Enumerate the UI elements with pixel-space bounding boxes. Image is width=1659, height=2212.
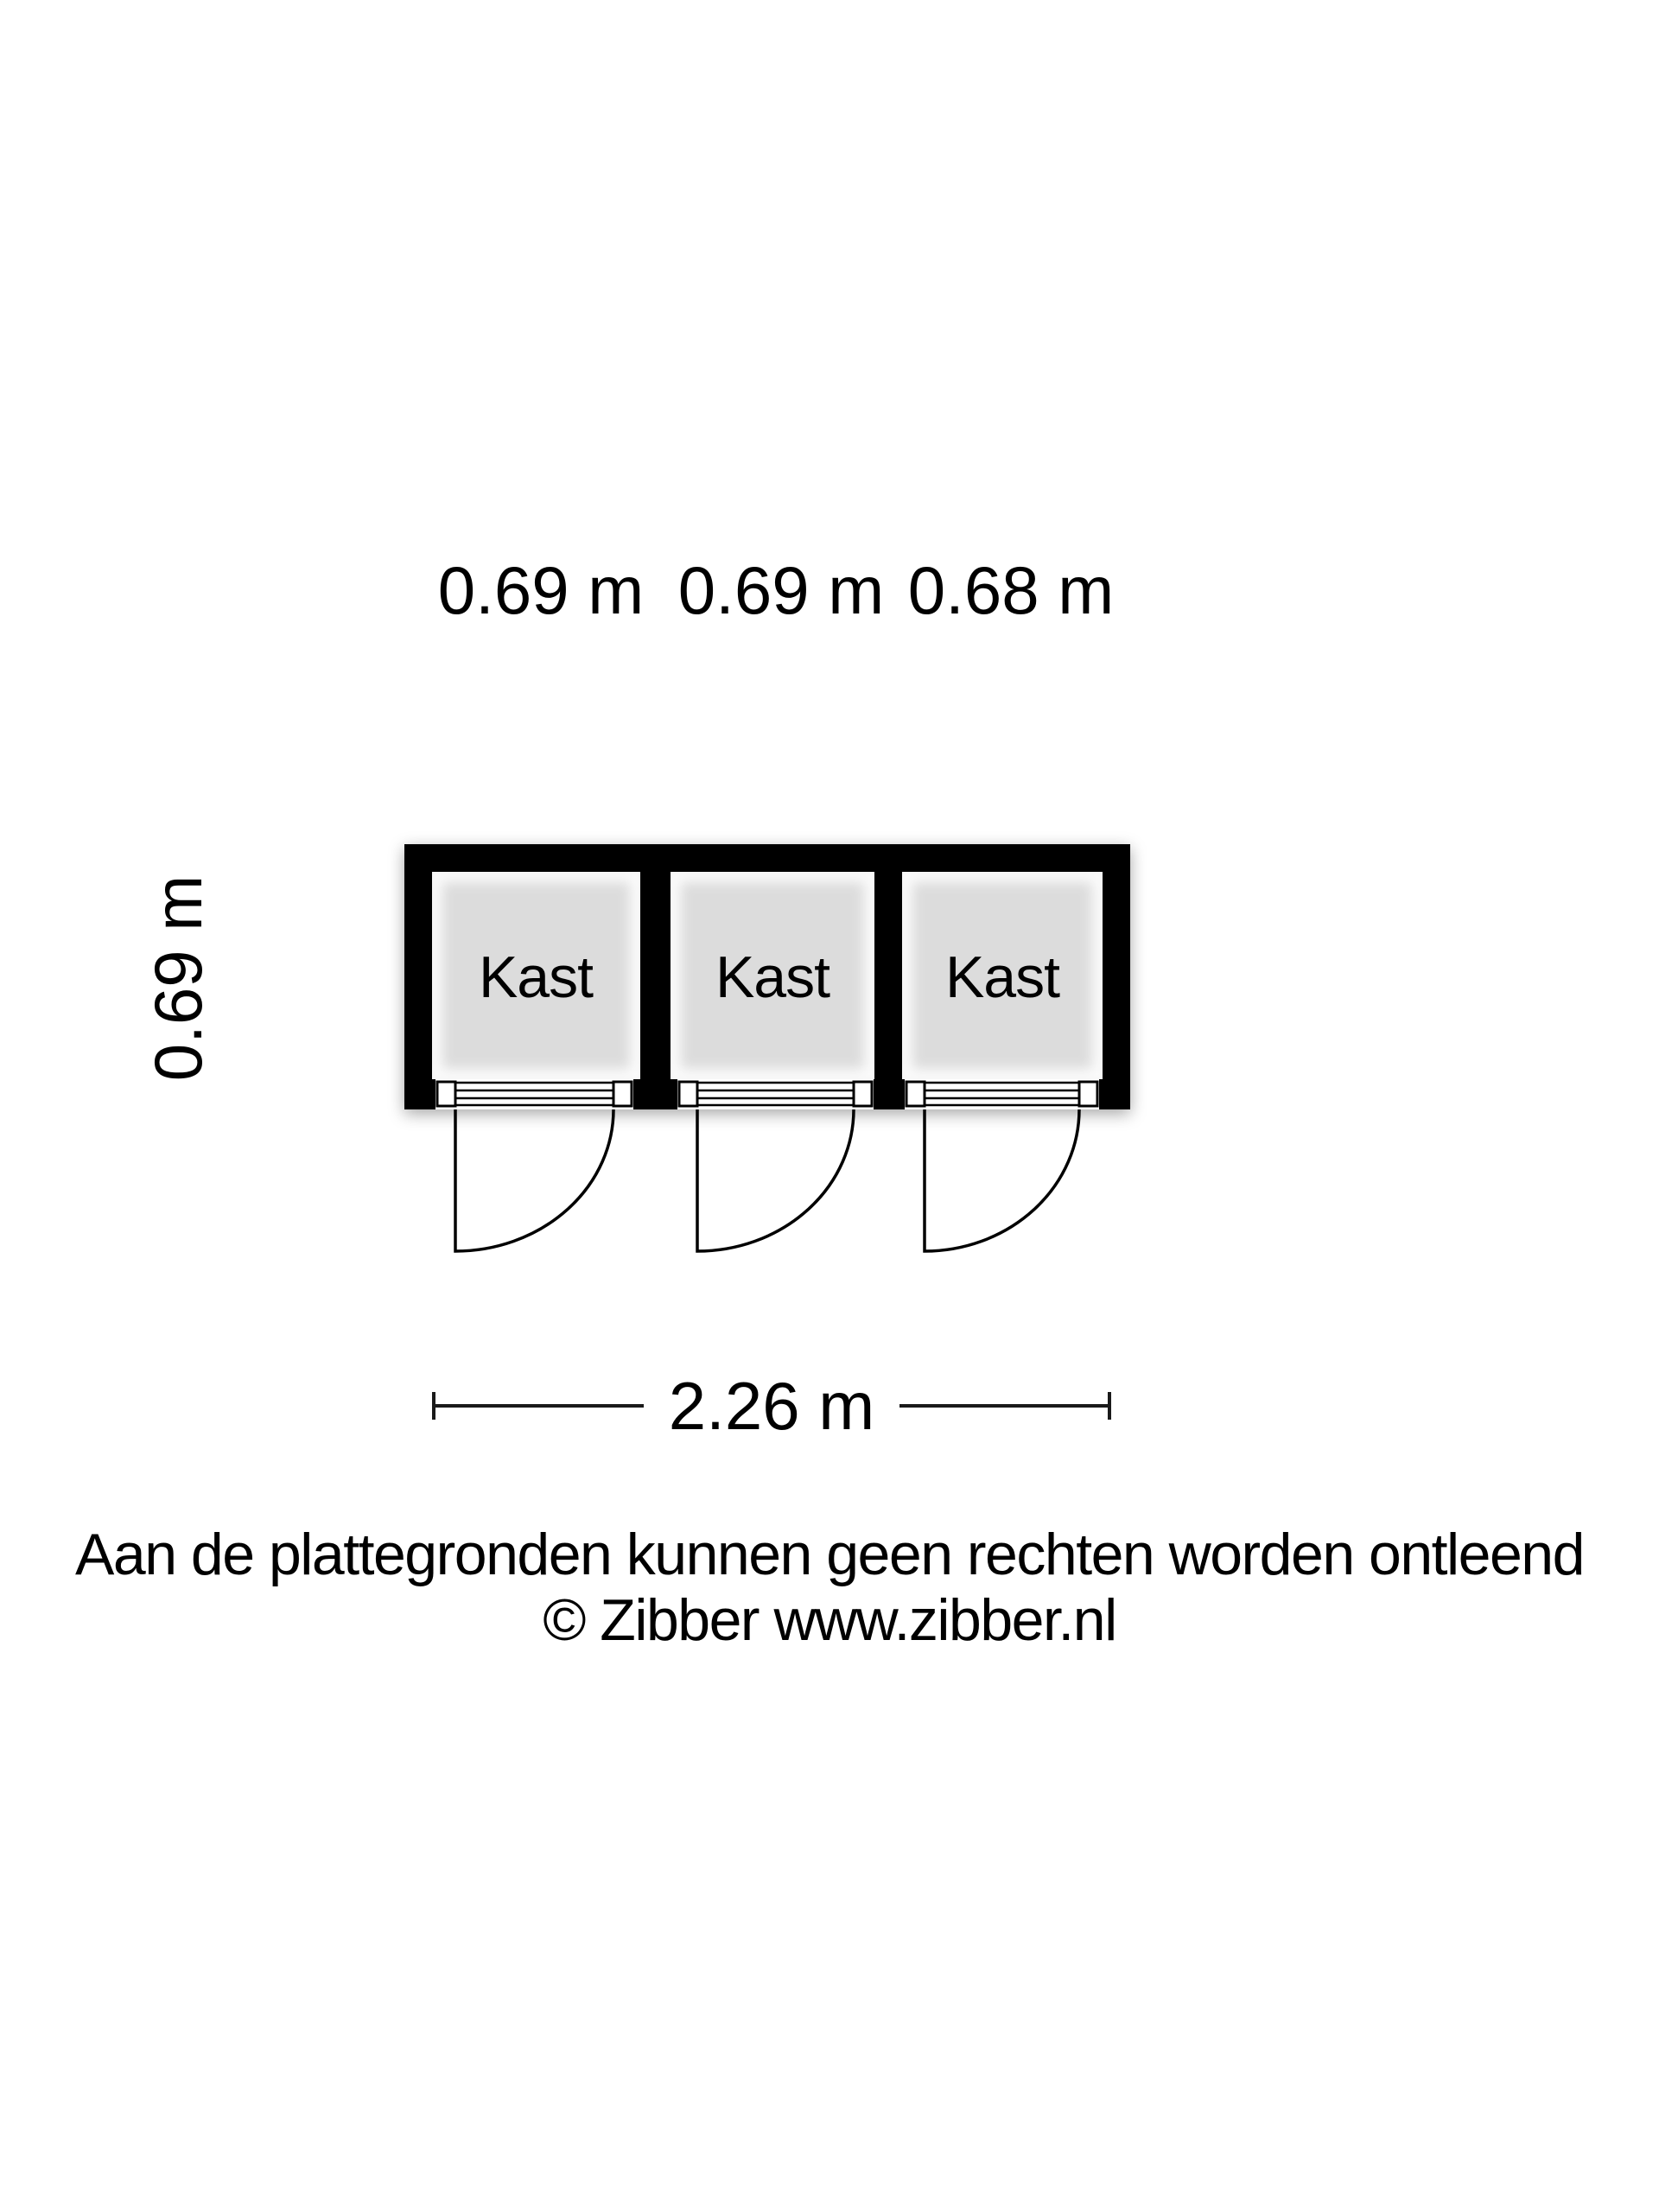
top-dimension-room-2: 0.69 m <box>677 552 885 628</box>
door-swing-3 <box>925 1109 1079 1251</box>
copyright-text: © Zibber www.zibber.nl <box>543 1587 1116 1653</box>
room-1-label: Kast <box>478 944 594 1010</box>
door-jamb <box>679 1082 697 1106</box>
room-3-label: Kast <box>944 944 1060 1010</box>
door-swing-1 <box>455 1109 613 1251</box>
bottom-dimension <box>434 1368 1109 1444</box>
door-swing-2 <box>697 1109 854 1251</box>
door-jamb <box>1079 1082 1097 1106</box>
top-dimension-room-1: 0.69 m <box>437 552 645 628</box>
door-jamb <box>437 1082 455 1106</box>
room-2-label: Kast <box>715 944 830 1010</box>
top-dimension-room-3: 0.68 m <box>907 552 1115 628</box>
bottom-dimension-label: 2.26 m <box>668 1368 875 1444</box>
disclaimer-text: Aan de plattegronden kunnen geen rechten worden ontleend <box>75 1522 1584 1587</box>
door-jamb <box>613 1082 632 1106</box>
door-jamb <box>854 1082 872 1106</box>
left-dimension: 0.69 m <box>140 874 216 1082</box>
door-jamb <box>906 1082 925 1106</box>
